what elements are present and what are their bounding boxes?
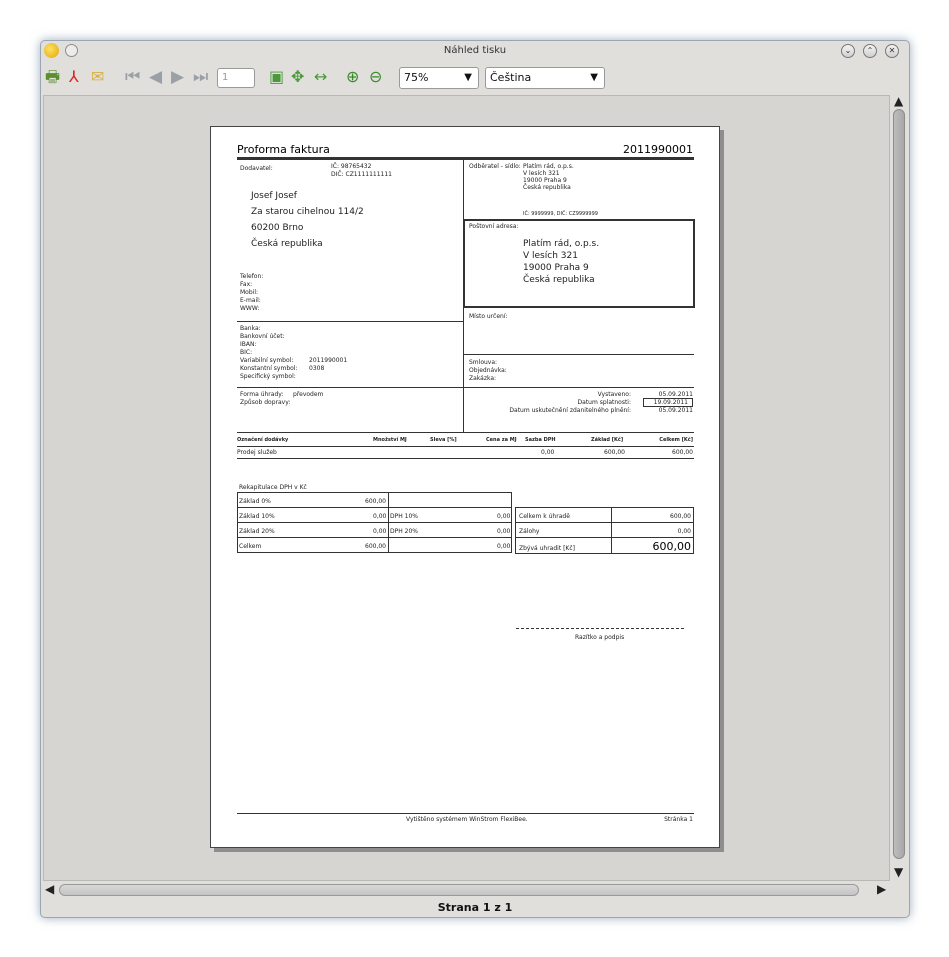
chevron-down-icon: ▼	[590, 72, 598, 83]
preview-area	[43, 95, 890, 881]
window-title: Náhled tisku	[443, 45, 507, 56]
toolbar	[41, 63, 909, 91]
fit-both-icon[interactable]: ✥	[291, 67, 305, 86]
zoom-select[interactable]	[399, 67, 479, 89]
item-name: Prodej služeb	[237, 449, 277, 456]
total-value: 600,00	[670, 513, 691, 520]
items-header: Sazba DPH	[525, 437, 556, 443]
items-header: Sleva [%]	[430, 437, 457, 443]
vat-recap-title: Rekapitulace DPH v Kč	[239, 484, 307, 491]
phone-label: Telefon:	[240, 273, 264, 280]
footer-rule	[237, 813, 694, 814]
vat-row-label: Základ 10%	[239, 513, 275, 520]
supplier-dic: DIČ: CZ1111111111	[331, 171, 392, 178]
item-total: 600,00	[672, 449, 693, 456]
first-page-icon[interactable]: ⏮	[125, 67, 141, 87]
payment-method: převodem	[293, 391, 324, 398]
pdf-icon[interactable]: ⅄	[69, 67, 79, 86]
payment-method-label: Forma úhrady:	[240, 391, 284, 398]
postal-line: Platím rád, o.p.s.	[523, 239, 600, 249]
next-page-icon[interactable]: ▶	[171, 67, 185, 87]
zoom-in-icon[interactable]: ⊕	[346, 67, 360, 86]
scroll-down-icon[interactable]: ▼	[894, 865, 904, 879]
contract-divider	[463, 354, 694, 355]
scroll-left-icon[interactable]: ◀	[45, 882, 55, 896]
fit-page-icon[interactable]: ▣	[269, 67, 285, 86]
vat-row-label: Celkem	[239, 543, 262, 550]
signature-label: Razítko a podpis	[575, 634, 625, 641]
items-header: Celkem [Kč]	[659, 437, 693, 443]
bank-label: Bankovní účet:	[240, 333, 285, 340]
order-label: Objednávka:	[469, 367, 507, 374]
dph-row-value: 0,00	[497, 513, 511, 520]
zoom-value: 75%	[404, 71, 429, 84]
postal-line: V lesích 321	[523, 251, 578, 261]
delivery-label: Způsob dopravy:	[240, 399, 291, 406]
customer-line: 19000 Praha 9	[523, 177, 567, 184]
supplier-country: Česká republika	[251, 239, 323, 249]
print-icon[interactable]: 🖶	[45, 67, 61, 86]
items-header: Množství MJ	[373, 437, 407, 443]
fit-width-icon[interactable]: ↔	[314, 67, 328, 86]
printed-by: Vytištěno systémem WinStrom FlexiBee.	[406, 816, 528, 823]
taxable-label: Datum uskutečnění zdanitelného plnění:	[509, 407, 631, 414]
www-label: WWW:	[240, 305, 260, 312]
item-base: 600,00	[604, 449, 625, 456]
variable-symbol: 2011990001	[309, 357, 348, 364]
prev-page-icon[interactable]: ◀	[149, 67, 163, 87]
customer-line: V lesích 321	[523, 170, 560, 177]
customer-line: Platím rád, o.p.s.	[523, 163, 574, 170]
dph-row-label: DPH 20%	[390, 528, 418, 535]
payment-divider	[237, 387, 694, 388]
bank-label: Konstantní symbol:	[240, 365, 298, 372]
email-label: E-mail:	[240, 297, 261, 304]
last-page-icon[interactable]: ⏭	[193, 67, 209, 87]
issued-label: Vystaveno:	[597, 391, 631, 398]
supplier-city: 60200 Brno	[251, 223, 304, 233]
section-rule	[237, 432, 694, 433]
header-rule	[237, 157, 694, 160]
page-number-input[interactable]: 1	[217, 68, 255, 88]
contract-label: Smlouva:	[469, 359, 498, 366]
bank-label: BIC:	[240, 349, 253, 356]
bank-label: Banka:	[240, 325, 261, 332]
document-page	[210, 126, 720, 848]
postal-label: Poštovní adresa:	[469, 223, 519, 230]
customer-ids: IČ: 9999999, DIČ: CZ9999999	[523, 211, 598, 217]
remaining-value: 600,00	[652, 540, 691, 553]
item-vat: 0,00	[541, 449, 555, 456]
supplier-street: Za starou cihelnou 114/2	[251, 207, 364, 217]
advances-label: Zálohy	[519, 528, 540, 535]
document-title: Proforma faktura	[237, 143, 330, 156]
footer-page: Stránka 1	[664, 816, 693, 823]
items-header: Základ [Kč]	[591, 437, 624, 443]
vat-row-label: Základ 0%	[239, 498, 271, 505]
customer-line: Česká republika	[523, 184, 571, 191]
job-label: Zakázka:	[469, 375, 497, 382]
totals-row-rule	[515, 522, 694, 523]
vertical-scrollbar[interactable]	[890, 95, 908, 881]
postal-line: Česká republika	[523, 275, 595, 285]
mobile-label: Mobil:	[240, 289, 259, 296]
due-label: Datum splatnosti:	[577, 399, 631, 406]
supplier-label: Dodavatel:	[240, 165, 273, 172]
signature-line	[516, 628, 684, 629]
items-header: Cena za MJ	[486, 437, 517, 443]
vat-row-value: 600,00	[365, 543, 386, 550]
vat-row-rule	[237, 507, 512, 508]
vat-row-value: 600,00	[365, 498, 386, 505]
items-bottom-rule	[237, 458, 694, 459]
horizontal-scrollbar[interactable]	[43, 881, 890, 899]
vat-row-label: Základ 20%	[239, 528, 275, 535]
dph-row-value: 0,00	[497, 528, 511, 535]
zoom-out-icon[interactable]: ⊖	[369, 67, 383, 86]
customer-label: Odběratel - sídlo:	[469, 163, 521, 170]
bank-label: Specifický symbol:	[240, 373, 296, 380]
maximize-button[interactable]: ⌃	[863, 44, 877, 58]
total-label: Celkem k úhradě	[519, 513, 570, 520]
due-date: 19.09.2011	[653, 399, 688, 406]
items-header-rule	[237, 446, 694, 447]
scroll-right-icon[interactable]: ▶	[877, 882, 887, 896]
advances-value: 0,00	[677, 528, 691, 535]
status-bar: Strana 1 z 1	[437, 901, 513, 914]
title-bar	[41, 41, 909, 61]
vat-row-rule	[237, 522, 512, 523]
items-header: Označení dodávky	[237, 437, 289, 443]
bank-divider	[237, 321, 463, 322]
print-preview-window	[40, 40, 910, 918]
supplier-name: Josef Josef	[251, 191, 297, 201]
constant-symbol: 0308	[309, 365, 325, 372]
totals-divider	[611, 507, 612, 554]
vat-row-value: 0,00	[373, 513, 387, 520]
supplier-ico: IČ: 98765432	[331, 163, 372, 170]
vertical-scroll-thumb[interactable]	[893, 109, 905, 859]
bank-label: IBAN:	[240, 341, 257, 348]
destination-label: Místo určení:	[469, 313, 508, 320]
horizontal-scroll-thumb[interactable]	[59, 884, 859, 896]
minimize-button[interactable]: ⌄	[841, 44, 855, 58]
dph-row-label: DPH 10%	[390, 513, 418, 520]
issued-date: 05.09.2011	[658, 391, 693, 398]
scroll-up-icon[interactable]: ▲	[894, 94, 904, 108]
vat-row-rule	[237, 537, 512, 538]
fax-label: Fax:	[240, 281, 253, 288]
vat-row-value: 0,00	[373, 528, 387, 535]
remaining-label: Zbývá uhradit [Kč]	[519, 545, 576, 552]
language-value: Čeština	[490, 71, 532, 84]
bank-label: Variabilní symbol:	[240, 357, 294, 364]
document-number: 2011990001	[623, 143, 693, 156]
close-button[interactable]: ✕	[885, 44, 899, 58]
chevron-down-icon: ▼	[464, 72, 472, 83]
dph-row-value: 0,00	[497, 543, 511, 550]
email-icon[interactable]: ✉	[91, 67, 105, 86]
taxable-date: 05.09.2011	[658, 407, 693, 414]
language-select[interactable]	[485, 67, 605, 89]
postal-line: 19000 Praha 9	[523, 263, 589, 273]
totals-row-rule	[515, 537, 694, 538]
